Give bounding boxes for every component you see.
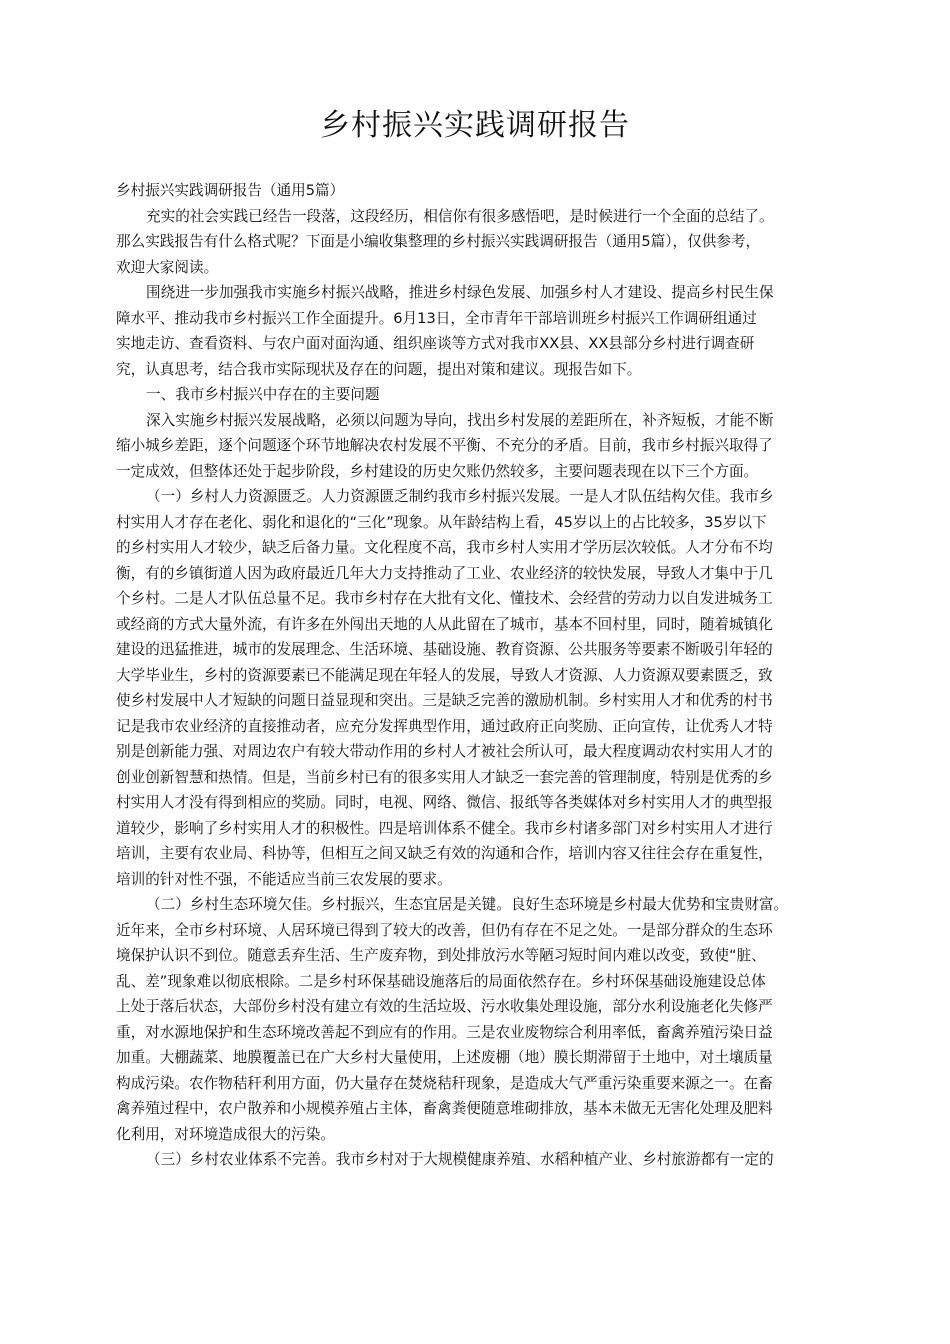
- text-line: 究，认真思考，结合我市实际现状及存在的问题，提出对策和建议。现报告如下。: [116, 360, 642, 378]
- text-line: 道较少，影响了乡村实用人才的积极性。四是培训体系不健全。我市乡村诸多部门对乡村实用人才进行: [116, 819, 773, 837]
- text-line: 欢迎大家阅读。: [116, 258, 219, 276]
- page-title: 乡村振兴实践调研报告: [320, 108, 630, 143]
- body-text: [116, 178, 836, 1173]
- text-line: （二）乡村生态环境欠佳。乡村振兴，生态宜居是关键。良好生态环境是乡村最大优势和宝贵财富。: [146, 896, 789, 913]
- text-line: 实地走访、查看资料、与农户面对面沟通、组织座谈等方式对我市XX县、XX县部分乡村进行调查研: [116, 335, 755, 352]
- text-line: 充实的社会实践已经告一段落，这段经历，相信你有很多感悟吧，是时候进行一个全面的总结了。: [146, 207, 774, 225]
- text-line: 深入实施乡村振兴发展战略，必须以问题为导向，找出乡村发展的差距所在，补齐短板，才能不断: [146, 411, 774, 429]
- text-line: 培训，主要有农业局、科协等，但相互之间又缺乏有效的沟通和合作，培训内容又往往会存在重复性，: [116, 845, 773, 862]
- text-line: 障水平、推动我市乡村振兴工作全面提升。6月13日，全市青年干部培训班乡村振兴工作调研组通过: [116, 309, 757, 327]
- text-line: 的乡村实用人才较少，缺乏后备力量。文化程度不高，我市乡村人实用才学历层次较低。人才分布不均: [116, 539, 773, 556]
- text-line: （三）乡村农业体系不完善。我市乡村对于大规模健康养殖、水稻种植产业、乡村旅游都有一定的: [146, 1151, 774, 1168]
- text-line: 创业创新智慧和热情。但是，当前乡村已有的很多实用人才缺乏一套完善的管理制度，特别是优秀的乡: [116, 768, 773, 786]
- text-line: 别是创新能力强、对周边农户有较大带动作用的乡村人才被社会所认可，最大程度调动农村实用人才的: [116, 743, 773, 760]
- text-line: （一）乡村人力资源匮乏。人力资源匮乏制约我市乡村振兴发展。一是人才队伍结构欠佳。我市乡: [146, 488, 774, 505]
- text-line: 化利用，对环境造成很大的污染。: [116, 1125, 335, 1143]
- text-line: 使乡村发展中人才短缺的问题日益显现和突出。三是缺乏完善的激励机制。乡村实用人才和优秀的村书: [116, 692, 773, 709]
- text-line: 乡村振兴实践调研报告（通用5篇）: [116, 182, 345, 199]
- text-line: 加重。大棚蔬菜、地膜覆盖已在广大乡村大量使用，上述废棚（地）膜长期滞留于土地中，对土壤质量: [116, 1049, 773, 1066]
- text-line: 个乡村。二是人才队伍总量不足。我市乡村存在大批有文化、懂技术、会经营的劳动力以自发进城务工: [116, 590, 773, 607]
- text-line: 或经商的方式大量外流，有许多在外闯出天地的人从此留在了城市，基本不回村里，同时，随着城镇化: [116, 615, 773, 633]
- text-line: 衡，有的乡镇街道人因为政府最近几年大力支持推动了工业、农业经济的较快发展，导致人才集中于几: [116, 564, 773, 582]
- text-line: 构成污染。农作物秸秆利用方面，仍大量存在焚烧秸秆现象，是造成大气严重污染重要来源之一。在畜: [116, 1074, 773, 1092]
- text-line: 境保护认识不到位。随意丢弃生活、生产废弃物，到处排放污水等陋习短时间内难以改变，致使“脏、: [116, 947, 766, 964]
- text-line: 围绕进一步加强我市实施乡村振兴战略，推进乡村绿色发展、加强乡村人才建设、提高乡村民生保: [146, 284, 774, 301]
- text-line: 缩小城乡差距，逐个问题逐个环节地解决农村发展不平衡、不充分的矛盾。目前，我市乡村振兴取得了: [116, 437, 773, 454]
- text-line: 重，对水源地保护和生态环境改善起不到应有的作用。三是农业废物综合利用率低，畜禽养殖污染日益: [116, 1023, 773, 1041]
- text-line: 禽养殖过程中，农户散养和小规模养殖占主体，畜禽粪便随意堆砌排放，基本未做无无害化处理及肥料: [116, 1100, 773, 1117]
- text-line: 一定成效，但整体还处于起步阶段，乡村建设的历史欠账仍然较多，主要问题表现在以下三个方面。: [116, 462, 759, 480]
- text-line: 一、我市乡村振兴中存在的主要问题: [146, 386, 380, 403]
- text-line: 记是我市农业经济的直接推动者，应充分发挥典型作用，通过政府正向奖励、正向宣传，让优秀人才特: [116, 717, 773, 735]
- text-line: 乱、差”现象难以彻底根除。二是乡村环保基础设施落后的局面依然存在。乡村环保基础设施建设总体: [116, 972, 766, 990]
- text-line: 近年来，全市乡村环境、人居环境已得到了较大的改善，但仍有存在不足之处。一是部分群众的生态环: [116, 921, 773, 939]
- text-line: 那么实践报告有什么格式呢？下面是小编收集整理的乡村振兴实践调研报告（通用5篇），仅供参考，: [116, 233, 761, 250]
- text-line: 村实用人才没有得到相应的奖励。同时，电视、网络、微信、报纸等各类媒体对乡村实用人才的典型报: [116, 794, 773, 811]
- text-line: 培训的针对性不强，不能适应当前三农发展的要求。: [116, 870, 452, 888]
- text-line: 大学毕业生，乡村的资源要素已不能满足现在年轻人的发展，导致人才资源、人力资源双要素匮乏，致: [116, 666, 773, 684]
- text-line: 建设的迅猛推进，城市的发展理念、生活环境、基础设施、教育资源、公共服务等要素不断吸引年轻的: [116, 641, 773, 658]
- text-line: 上处于落后状态，大部份乡村没有建立有效的生活垃圾、污水收集处理设施，部分水利设施老化失修严: [116, 998, 773, 1015]
- text-line: 村实用人才存在老化、弱化和退化的“三化”现象。从年龄结构上看，45岁以上的占比较多，35岁以下: [116, 513, 767, 531]
